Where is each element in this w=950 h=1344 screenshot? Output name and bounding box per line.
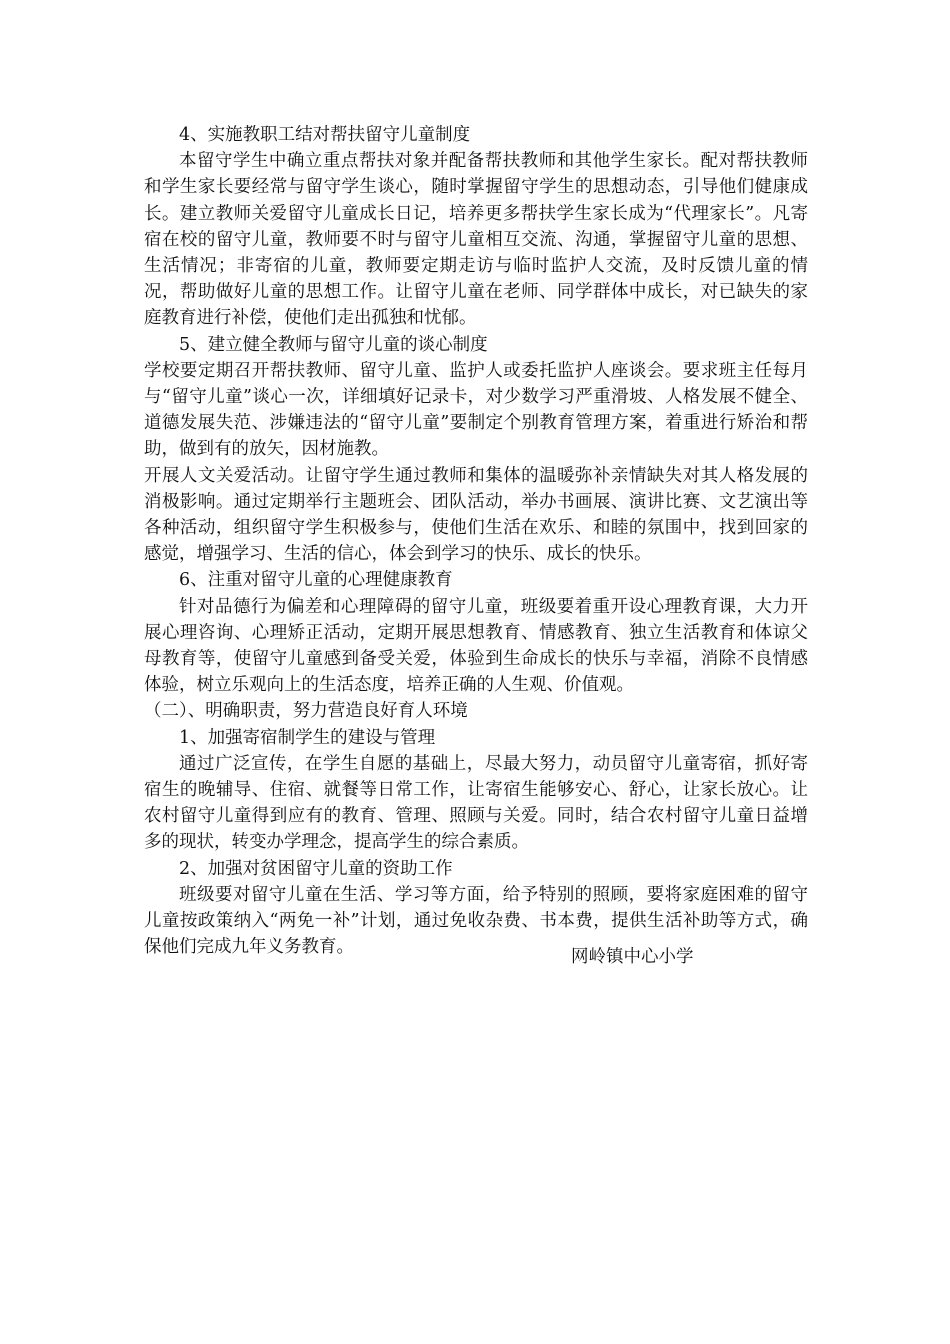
document-body [144, 122, 808, 961]
paragraph-financial-aid: 班级要对留守儿童在生活、学习等方面，给予特别的照顾，要将家庭困难的留守儿童按政策纳入“两免一补”计划，通过免收杂费、书本费，提供生活补助等方式，确保他们完成九年义务教育。 [144, 884, 808, 958]
paragraph-mental-health: 针对品德行为偏差和心理障碍的留守儿童，班级要着重开设心理教育课，大力开展心理咨询、心理矫正活动，定期开展思想教育、情感教育、独立生活教育和体谅父母教育等，使留守儿童感到备受关爱，体验到生命成长的快乐与幸福，消除不良情感体验，树立乐观向上的生活态度，培养正确的人生观、价值观。 [144, 596, 808, 696]
heading-tutoring-system: 4、实施教职工结对帮扶留守儿童制度 [179, 125, 471, 145]
paragraph-humanistic-care: 开展人文关爱活动。让留守学生通过教师和集体的温暖弥补亲情缺失对其人格发展的消极影响。通过定期举行主题班会、团队活动，举办书画展、演讲比赛、文艺演出等各种活动，组织留守学生积极参与，使他们生活在欢乐、和睦的氛围中，找到回家的感觉，增强学习、生活的信心，体会到学习的快乐、成长的快乐。 [144, 465, 808, 565]
signature-school-name: 网岭镇中心小学 [571, 947, 694, 967]
section-heading-responsibilities: （二）、明确职责，努力营造良好育人环境 [144, 701, 468, 722]
heading-mental-health: 6、注重对留守儿童的心理健康教育 [179, 570, 453, 591]
heading-financial-aid: 2、加强对贫困留守儿童的资助工作 [179, 858, 453, 879]
paragraph-boarding-management: 通过广泛宣传，在学生自愿的基础上，尽最大努力，动员留守儿童寄宿，抓好寄宿生的晚辅导、住宿、就餐等日常工作，让寄宿生能够安心、舒心，让家长放心。让农村留守儿童得到应有的教育、管理、照顾与关爱。同时，结合农村留守儿童日益增多的现状，转变办学理念，提高学生的综合素质。 [144, 753, 808, 853]
heading-boarding-management: 1、加强寄宿制学生的建设与管理 [179, 727, 436, 748]
heading-heart-to-heart-system: 5、建立健全教师与留守儿童的谈心制度 [179, 334, 488, 355]
paragraph-heart-to-heart-system: 学校要定期召开帮扶教师、留守儿童、监护人或委托监护人座谈会。要求班主任每月与“留守儿童”谈心一次，详细填好记录卡，对少数学习严重滑坡、人格发展不健全、道德发展失范、涉嫌违法的“留守儿童”要制定个别教育管理方案，着重进行矫治和帮助，做到有的放矢，因材施教。 [144, 360, 808, 460]
paragraph-tutoring-system: 本留守学生中确立重点帮扶对象并配备帮扶教师和其他学生家长。配对帮扶教师和学生家长要经常与留守学生谈心，随时掌握留守学生的思想动态，引导他们健康成长。建立教师关爱留守儿童成长日记，培养更多帮扶学生家长成为“代理家长”。凡寄宿在校的留守儿童，教师要不时与留守儿童相互交流、沟通，掌握留守儿童的思想、生活情况；非寄宿的儿童，教师要定期走访与临时监护人交流，及时反馈儿童的情况，帮助做好儿童的思想工作。让留守儿童在老师、同学群体中成长，对已缺失的家庭教育进行补偿，使他们走出孤独和忧郁。 [144, 151, 808, 329]
